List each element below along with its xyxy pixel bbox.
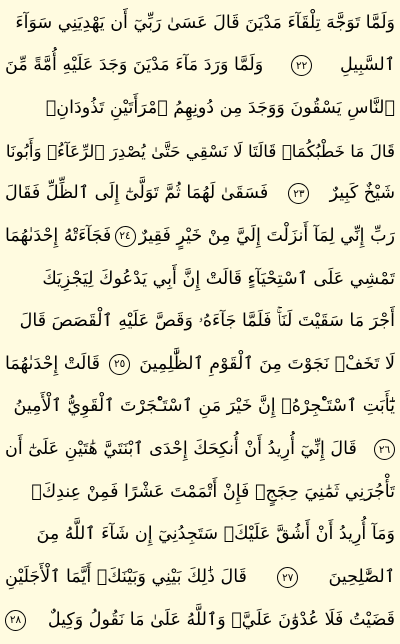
verse-text: وَلَمَّا تَوَجَّهَ تِلْقَآءَ مَدْيَنَ قَالَ عَسَىٰ رَبِّيٓ أَن يَهْدِيَنِي سَوَآءَ	[15, 12, 395, 33]
verse-text: قَالَ مَا خَطْبُكُمَاۖ قَالَتَا لَا نَسْقِي حَتَّىٰ يُصْدِرَ ٱلرِّعَآءُۖ وَأَبُونَا	[5, 140, 395, 161]
text-line	[5, 514, 395, 557]
verse-text: شَيْخٌ كَبِيرٌ	[329, 183, 395, 204]
verse-text: رَبِّ إِنِّي لِمَآ أَنزَلْتَ إِلَيَّ مِنْ خَيْرٍ فَقِيرٌ	[138, 225, 395, 246]
verse-text: ٱلصَّٰلِحِينَ	[328, 567, 395, 588]
ayah-number-marker: ٢٣	[288, 183, 309, 204]
verse-text: يَٰٓأَبَتِ ٱسْتَـْٔجِرْهُۖ إِنَّ خَيْرَ مَنِ ٱسْتَـْٔجَرْتَ ٱلْقَوِيُّ ٱلْأَمِينُ	[13, 396, 395, 417]
text-line	[5, 45, 395, 88]
verse-text: أَجْرَ مَا سَقَيْتَ لَنَاۚ فَلَمَّا جَآءَهُۥ وَقَصَّ عَلَيْهِ ٱلْقَصَصَ قَالَ	[19, 311, 395, 332]
text-line	[5, 301, 395, 344]
text-line	[5, 343, 395, 386]
verse-text: وَمَآ أُرِيدُ أَنْ أَشُقَّ عَلَيْكَۚ سَتَجِدُنِيٓ إِن شَآءَ ٱللَّهُ مِنَ	[36, 524, 395, 545]
ayah-number-marker: ٢٤	[115, 226, 136, 247]
verse-text: قَالَتْ إِحْدَىٰهُمَا	[5, 353, 101, 374]
verse-text: ٱلنَّاسِ يَسْقُونَ وَوَجَدَ مِن دُونِهِمُ ٱمْرَأَتَيْنِ تَذُودَانِۖ	[45, 97, 395, 118]
text-line	[5, 173, 395, 216]
text-line	[5, 429, 395, 472]
text-line	[5, 471, 395, 514]
text-line	[5, 386, 395, 429]
ayah-number-marker: ٢٨	[5, 610, 26, 631]
ayah-number-marker: ٢٥	[109, 354, 130, 375]
text-line	[5, 557, 395, 600]
text-line	[5, 599, 395, 642]
verse-text: تَأْجُرَنِي ثَمَٰنِيَ حِجَجٍۖ فَإِنْ أَتْمَمْتَ عَشْرًا فَمِنْ عِندِكَۖ	[31, 481, 395, 502]
verse-text: فَسَقَىٰ لَهُمَا ثُمَّ تَوَلَّىٰٓ إِلَى ٱلظِّلِّ فَقَالَ	[5, 183, 269, 204]
text-line	[5, 130, 395, 173]
ayah-number-marker: ٢٢	[291, 55, 312, 76]
text-line	[5, 215, 395, 258]
verse-text: قَالَ إِنِّيٓ أُرِيدُ أَنْ أُنكِحَكَ إِحْدَى ٱبْنَتَيَّ هَٰتَيْنِ عَلَىٰٓ أَن	[5, 439, 357, 460]
text-line	[5, 258, 395, 301]
verse-text: قَالَ ذَٰلِكَ بَيْنِي وَبَيْنَكَۖ أَيَّمَا ٱلْأَجَلَيْنِ	[5, 567, 247, 588]
verse-text: تَمْشِي عَلَى ٱسْتِحْيَآءٍ قَالَتْ إِنَّ أَبِي يَدْعُوكَ لِيَجْزِيَكَ	[42, 268, 395, 289]
text-line	[5, 87, 395, 130]
ayah-number-marker: ٢٧	[277, 567, 298, 588]
verse-text: فَجَآءَتْهُ إِحْدَىٰهُمَا	[5, 225, 112, 246]
verse-text: وَلَمَّا وَرَدَ مَآءَ مَدْيَنَ وَجَدَ عَلَيْهِ أُمَّةً مِّنَ	[5, 55, 264, 76]
verse-text: ٱلسَّبِيلِ	[339, 55, 395, 76]
verse-text: قَضَيْتُ فَلَا عُدْوَٰنَ عَلَيَّۖ وَٱللَّهُ عَلَىٰ مَا نَقُولُ وَكِيلٌ	[47, 609, 395, 630]
text-line	[5, 2, 395, 45]
verse-text: لَا تَخَفْۖ نَجَوْتَ مِنَ ٱلْقَوْمِ ٱلظَّٰلِمِينَ	[139, 353, 395, 374]
ayah-number-marker: ٢٦	[374, 439, 395, 460]
text-block	[5, 2, 395, 642]
